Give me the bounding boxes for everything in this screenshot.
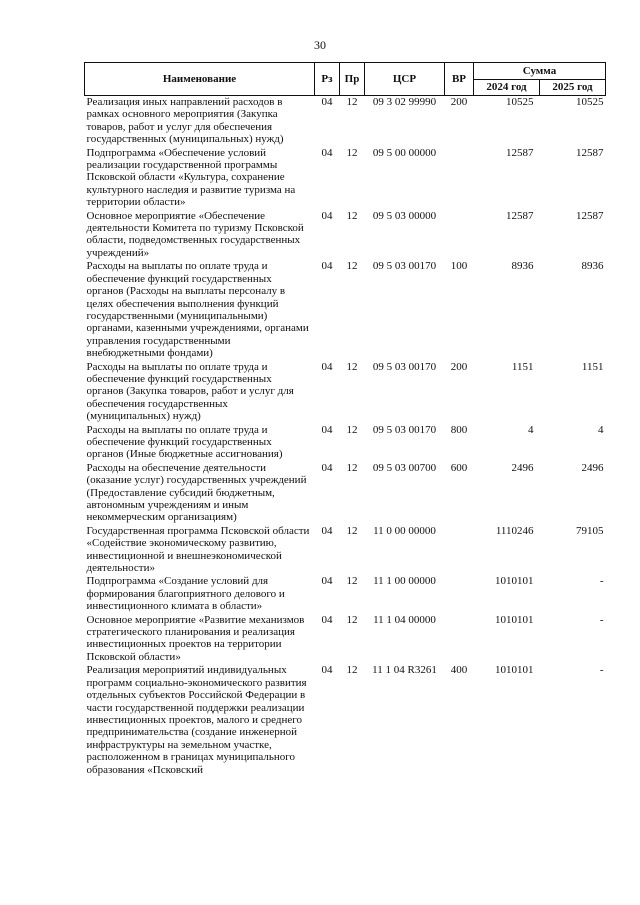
row-rz: 04 (321, 96, 333, 108)
row-vr (445, 147, 474, 210)
row-csr: 09 3 02 99990 (372, 96, 437, 108)
row-rz: 04 (321, 575, 333, 588)
header-vr: ВР (445, 63, 474, 96)
row-amount-2025: - (599, 613, 604, 626)
row-name: Государственная программа Псковской области «Содействие экономическому развитию, инвестиционной и внешнеэкономической деятельности» (86, 524, 310, 575)
row-rz: 04 (321, 360, 333, 373)
row-name: Расходы на выплаты по оплате труда и обеспечение функций государственных органов (Расходы на выплаты персоналу в целях обеспечения выполнения функций государственными (муниципальными) органами, казенными учреждениями, органами управления государственными внебюджетными фондами) (86, 260, 309, 360)
row-rz: 04 (321, 423, 333, 436)
row-pr: 12 (346, 461, 358, 474)
row-pr: 12 (346, 524, 358, 537)
row-amount-2024: 12587 (506, 209, 534, 222)
row-amount-2024: 1010101 (495, 613, 534, 626)
row-csr: 09 5 03 00700 (372, 461, 437, 474)
table-row (85, 525, 606, 576)
row-amount-2025: 4 (598, 423, 604, 436)
row-amount-2025: - (599, 575, 604, 588)
row-amount-2025: 10525 (576, 96, 604, 108)
row-csr: 11 1 04 R3261 (372, 664, 437, 677)
row-amount-2024: 8936 (511, 260, 534, 273)
row-amount-2024: 10525 (506, 96, 534, 108)
row-pr: 12 (346, 423, 358, 436)
row-vr: 800 (450, 423, 468, 436)
row-pr: 12 (346, 613, 358, 626)
row-name: Расходы на обеспечение деятельности (оказание услуг) государственных учреждений (Предоставление субсидий бюджетным, автономным учреждениям и иным некоммерческим организациям) (86, 461, 307, 524)
header-year-2024: 2024 год (474, 80, 540, 96)
table-row (85, 614, 606, 665)
header-pr: Пр (340, 63, 365, 96)
row-pr: 12 (346, 360, 358, 373)
row-vr: 100 (450, 260, 468, 273)
row-name: Основное мероприятие «Обеспечение деятельности Комитета по туризму Псковской области, подведомственных государственных учреждений» (86, 209, 304, 259)
header-name: Наименование (85, 63, 315, 96)
row-name: Расходы на выплаты по оплате труда и обеспечение функций государственных органов (Иные бюджетные ассигнования) (86, 423, 283, 461)
row-csr: 09 5 03 00170 (372, 423, 437, 436)
header-rz: Рз (315, 63, 340, 96)
row-amount-2024: 12587 (506, 146, 534, 159)
row-pr: 12 (346, 260, 358, 273)
row-amount-2025: 12587 (576, 209, 604, 222)
row-amount-2024: 1151 (511, 360, 534, 373)
row-rz: 04 (321, 613, 333, 626)
row-vr: 600 (450, 461, 468, 474)
row-rz: 04 (321, 209, 333, 222)
row-pr: 12 (346, 575, 358, 588)
row-name: Расходы на выплаты по оплате труда и обеспечение функций государственных органов (Закупка товаров, работ и услуг для обеспечения государственных (муниципальных) нужд) (86, 360, 294, 423)
table-row (85, 575, 606, 613)
budget-table (84, 62, 606, 777)
table-body (85, 96, 606, 777)
header-year-2025: 2025 год (540, 80, 606, 96)
row-rz: 04 (321, 461, 333, 474)
row-name: Подпрограмма «Создание условий для формирования благоприятного делового и инвестиционного климата в области» (86, 575, 285, 613)
row-amount-2025: 1151 (581, 360, 604, 373)
row-vr (445, 210, 474, 261)
row-name: Подпрограмма «Обеспечение условий реализации государственной программы Псковской области «Культура, сохранение культурного наследия и развитие туризма на территории области» (86, 146, 296, 209)
page-number: 30 (314, 38, 326, 52)
row-vr (445, 575, 474, 613)
row-vr: 400 (450, 664, 468, 677)
row-amount-2025: 12587 (576, 146, 604, 159)
table-header (85, 63, 606, 96)
row-rz: 04 (321, 524, 333, 537)
row-amount-2024: 1110246 (495, 524, 534, 537)
row-csr: 09 5 03 00000 (372, 209, 437, 222)
row-rz: 04 (321, 260, 333, 273)
row-name: Реализация иных направлений расходов в рамках основного мероприятия (Закупка товаров, работ и услуг для обеспечения государственных (муниципальных) нужд) (86, 96, 284, 146)
row-csr: 09 5 03 00170 (372, 360, 437, 373)
row-csr: 11 0 00 00000 (373, 524, 436, 537)
row-vr: 200 (450, 360, 468, 373)
table-row (85, 147, 606, 210)
row-amount-2025: 8936 (581, 260, 604, 273)
row-csr: 11 1 00 00000 (373, 575, 436, 588)
header-sum: Сумма (474, 63, 606, 80)
table-row (85, 260, 606, 360)
row-name: Реализация мероприятий индивидуальных программ социально-экономического развития отдельных субъектов Российской Федерации в части государственной поддержки реализации инвестиционных проектов, малого и среднего предпринимательства (создание инженерной инфраструктуры на земельном участке, расположенном в границах муниципального образования «Псковский (86, 664, 307, 776)
row-csr: 09 5 00 00000 (372, 146, 437, 159)
row-vr (445, 525, 474, 576)
row-amount-2024: 1010101 (495, 664, 534, 677)
row-amount-2024: 2496 (511, 461, 534, 474)
table-row (85, 96, 606, 147)
row-vr: 200 (450, 96, 468, 108)
table-row (85, 462, 606, 525)
row-amount-2025: 79105 (576, 524, 604, 537)
row-csr: 11 1 04 00000 (373, 613, 436, 626)
row-pr: 12 (346, 209, 358, 222)
row-amount-2024: 4 (528, 423, 534, 436)
row-pr: 12 (346, 96, 358, 108)
row-csr: 09 5 03 00170 (372, 260, 437, 273)
header-csr: ЦСР (365, 63, 445, 96)
table-row (85, 361, 606, 424)
row-amount-2025: - (599, 664, 604, 677)
row-amount-2024: 1010101 (495, 575, 534, 588)
table-row (85, 664, 606, 777)
row-rz: 04 (321, 664, 333, 677)
table-row (85, 210, 606, 261)
row-amount-2025: 2496 (581, 461, 604, 474)
row-vr (445, 614, 474, 665)
row-rz: 04 (321, 146, 333, 159)
row-pr: 12 (346, 146, 358, 159)
table-row (85, 424, 606, 462)
row-name: Основное мероприятие «Развитие механизмов стратегического планирования и реализация инвестиционных проектов на территории Псковской области» (86, 613, 305, 663)
row-pr: 12 (346, 664, 358, 677)
